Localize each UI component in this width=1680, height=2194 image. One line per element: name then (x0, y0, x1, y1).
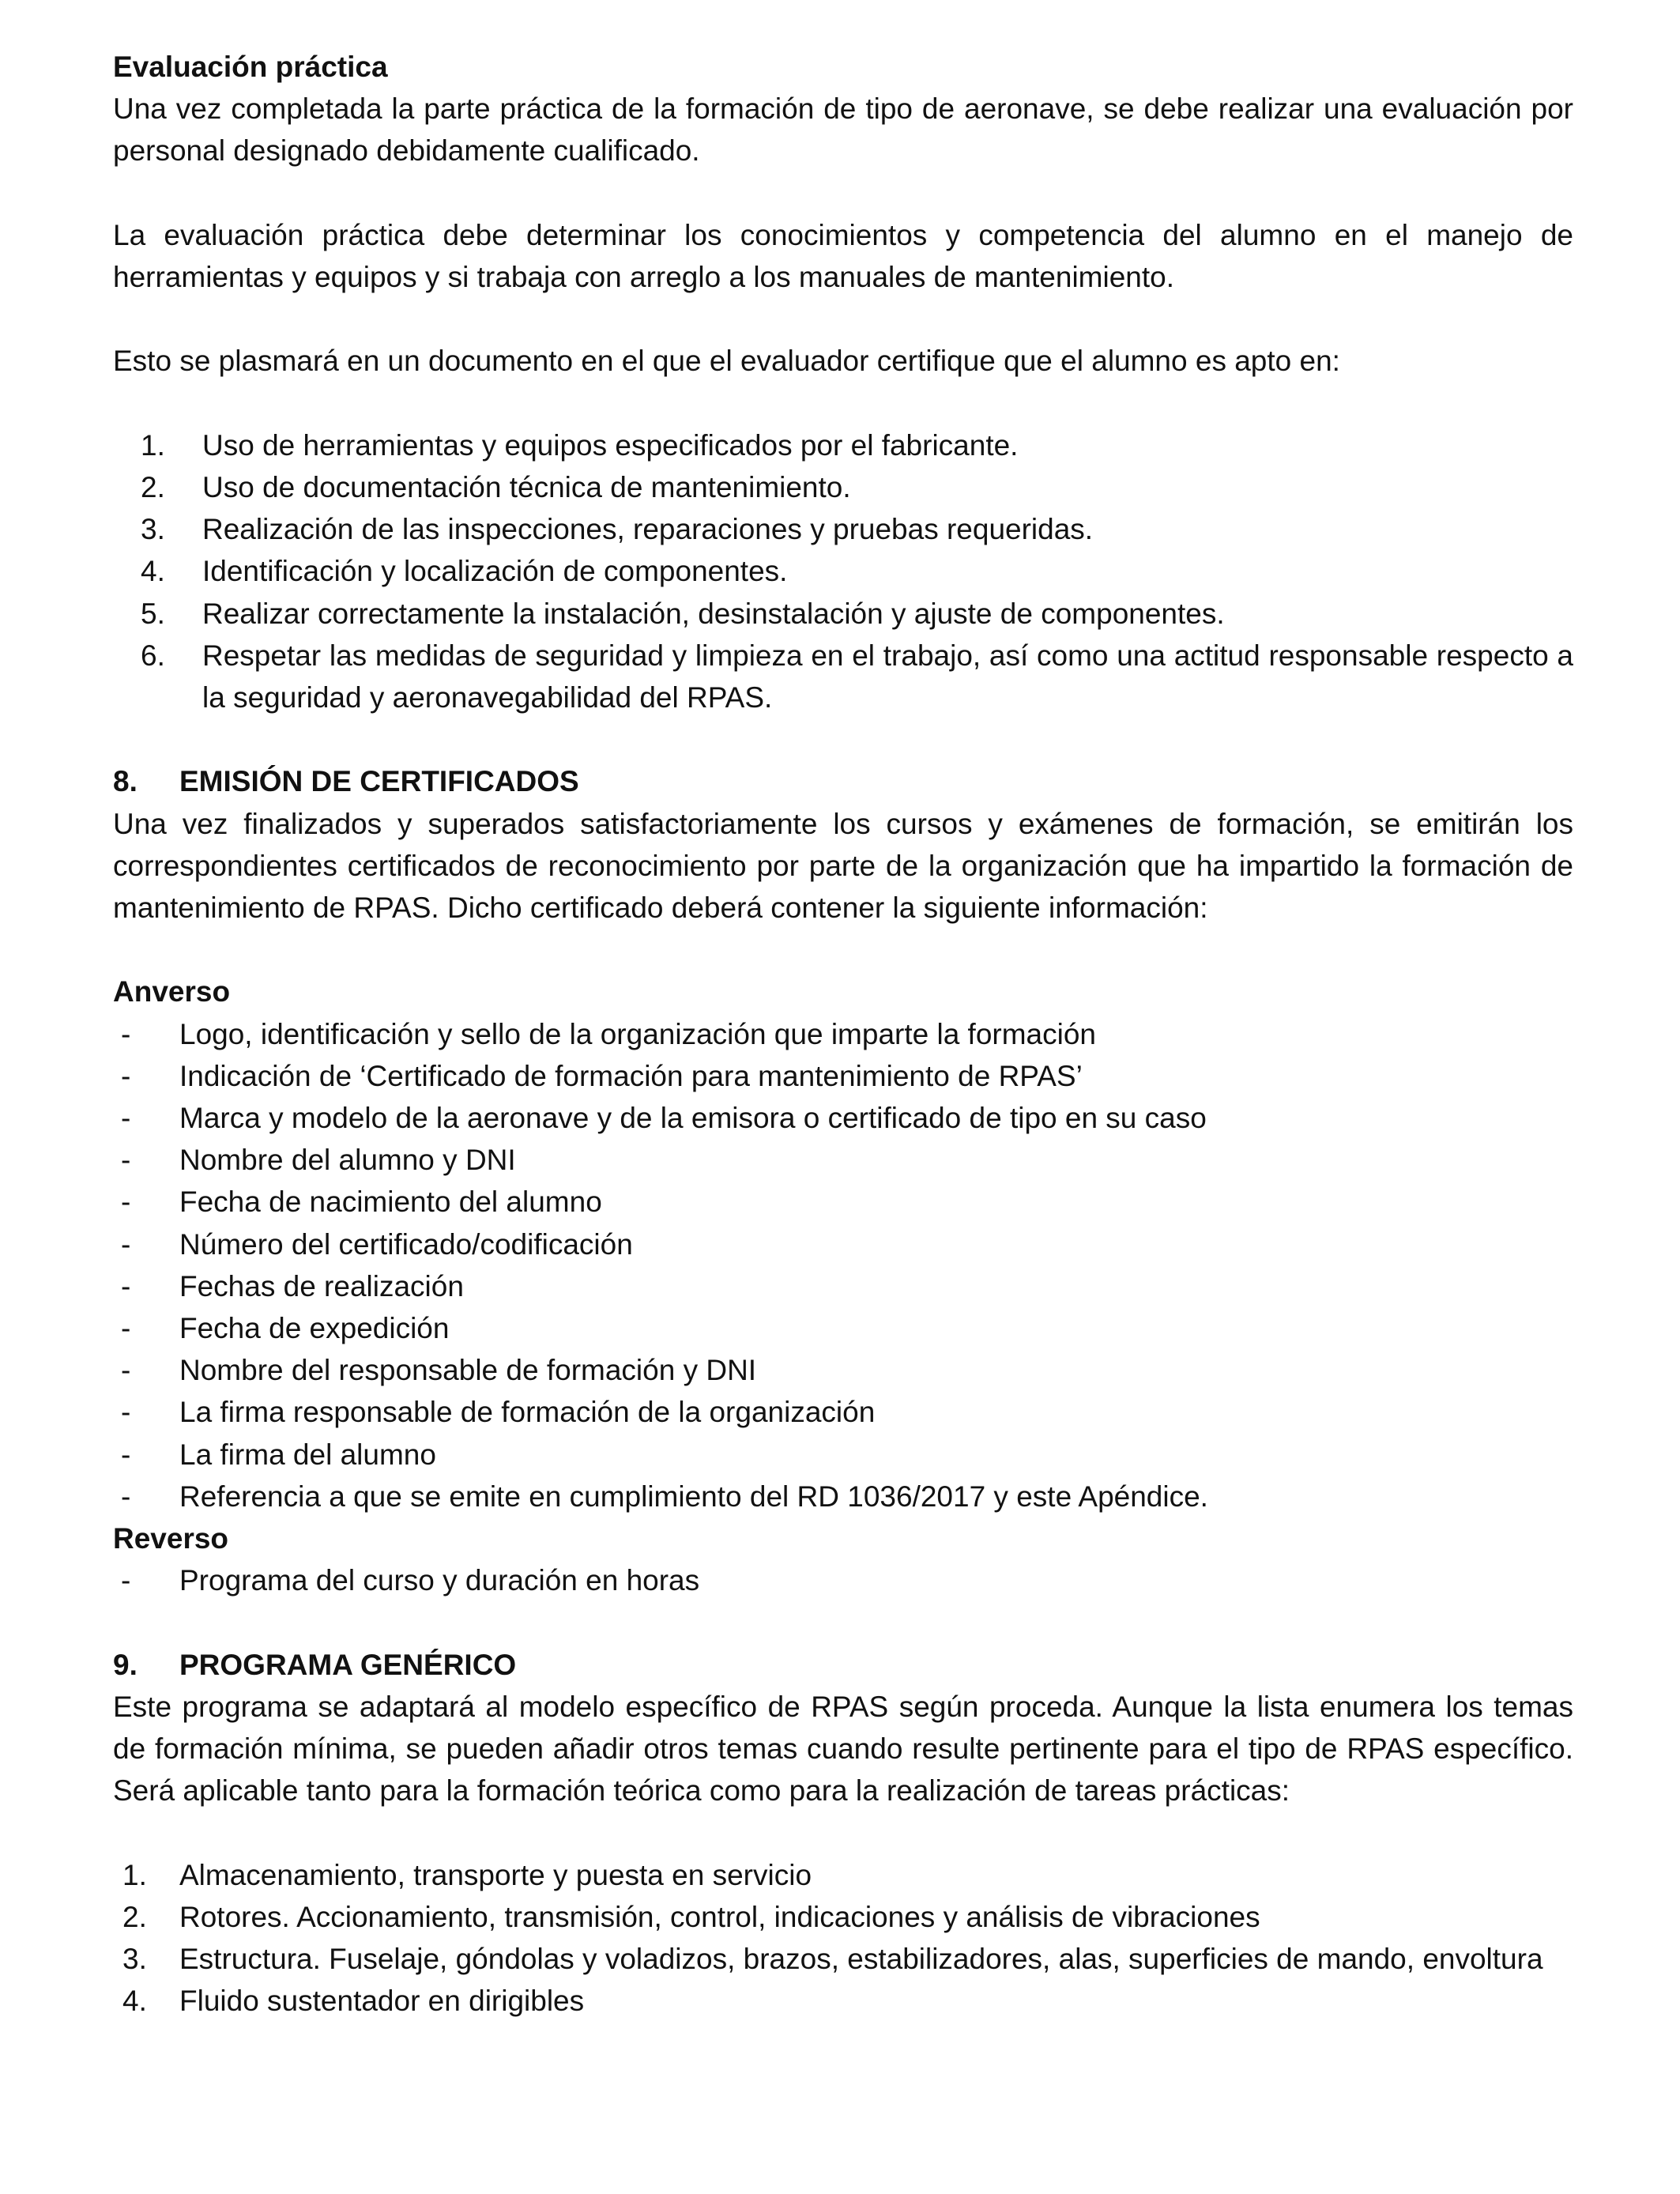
reverso-list (113, 1559, 1573, 1601)
list-item-text: Uso de herramientas y equipos especificados por el fabricante. (202, 428, 1019, 462)
dash-bullet: - (121, 1312, 131, 1345)
list-item (113, 1980, 1573, 2022)
spacer (113, 383, 1573, 424)
section-title: PROGRAMA GENÉRICO (179, 1648, 517, 1681)
list-item (113, 1559, 1573, 1601)
list-item (113, 424, 1573, 466)
list-item-text: Rotores. Accionamiento, transmisión, control, indicaciones y análisis de vibraciones (179, 1900, 1260, 1933)
anverso-list (113, 1013, 1573, 1517)
list-item-text: Referencia a que se emite en cumplimiento del RD 1036/2017 y este Apéndice. (179, 1480, 1208, 1513)
list-item (113, 1307, 1573, 1349)
anverso-heading: Anverso (113, 975, 231, 1008)
list-item (113, 1896, 1573, 1938)
list-item (113, 1097, 1573, 1139)
list-item-number: 1. (141, 428, 165, 462)
list-item-number: 2. (141, 470, 165, 503)
dash-bullet: - (121, 1269, 131, 1302)
list-item (113, 550, 1573, 592)
list-item (113, 635, 1573, 718)
dash-bullet: - (121, 1396, 131, 1429)
spacer (113, 172, 1573, 214)
list-item-text: Marca y modelo de la aeronave y de la emisora o certificado de tipo en su caso (179, 1102, 1207, 1134)
list-item (113, 593, 1573, 635)
dash-bullet: - (121, 1144, 131, 1177)
dash-bullet: - (121, 1480, 131, 1513)
section-9-paragraph: Este programa se adaptará al modelo específico de RPAS según proceda. Aunque la lista enumera los temas de formación mínima, se pueden añadir otros temas cuando resulte pertinente para el tipo de RPAS específico. Será aplicable tanto para la formación teórica como para la realización de tareas prácticas: (113, 1690, 1573, 1808)
list-item (113, 1223, 1573, 1265)
list-item (113, 1181, 1573, 1223)
list-item (113, 466, 1573, 508)
list-item-number: 3. (122, 1943, 147, 1976)
list-item-text: Fluido sustentador en dirigibles (179, 1985, 585, 2018)
list-item-text: La firma del alumno (179, 1438, 436, 1471)
list-item-number: 1. (122, 1858, 147, 1891)
list-item-text: Nombre del responsable de formación y DNI (179, 1354, 757, 1387)
list-item (113, 1391, 1573, 1433)
spacer (113, 1811, 1573, 1853)
list-item-number: 6. (141, 639, 165, 672)
list-item-text: Uso de documentación técnica de mantenimiento. (202, 470, 851, 503)
list-item-number: 5. (141, 597, 165, 630)
list-item-text: Estructura. Fuselaje, góndolas y voladizos, brazos, estabilizadores, alas, superficies de mando, envoltura (179, 1943, 1543, 1976)
list-item-number: 3. (141, 513, 165, 546)
evaluacion-paragraph-1: Una vez completada la parte práctica de la formación de tipo de aeronave, se debe realizar una evaluación por personal designado debidamente cualificado. (113, 92, 1573, 168)
dash-bullet: - (121, 1227, 131, 1261)
list-item-text: Programa del curso y duración en horas (179, 1564, 700, 1597)
list-item-text: La firma responsable de formación de la organización (179, 1396, 876, 1429)
evaluacion-paragraph-2: La evaluación práctica debe determinar los conocimientos y competencia del alumno en el manejo de herramientas y equipos y si trabaja con arreglo a los manuales de mantenimiento. (113, 218, 1573, 293)
list-item (113, 1265, 1573, 1307)
list-item (113, 1476, 1573, 1517)
dash-bullet: - (121, 1438, 131, 1471)
list-item (113, 1055, 1573, 1097)
section-8-heading (113, 760, 1573, 802)
list-item-text: Logo, identificación y sello de la organización que imparte la formación (179, 1017, 1097, 1050)
list-item (113, 1013, 1573, 1055)
list-item-text: Respetar las medidas de seguridad y limpieza en el trabajo, así como una actitud responsable respecto a la seguridad y aeronavegabilidad del RPAS. (202, 639, 1573, 714)
evaluacion-list (113, 424, 1573, 718)
dash-bullet: - (121, 1102, 131, 1134)
list-item-text: Identificación y localización de componentes. (202, 555, 788, 588)
list-item-text: Almacenamiento, transporte y puesta en servicio (179, 1858, 812, 1891)
list-item-number: 4. (141, 555, 165, 588)
dash-bullet: - (121, 1186, 131, 1219)
spacer (113, 1601, 1573, 1643)
list-item-text: Nombre del alumno y DNI (179, 1144, 516, 1177)
dash-bullet: - (121, 1354, 131, 1387)
list-item (113, 1938, 1573, 1980)
section-title: EMISIÓN DE CERTIFICADOS (179, 765, 579, 798)
list-item-text: Fecha de expedición (179, 1312, 450, 1345)
dash-bullet: - (121, 1017, 131, 1050)
evaluacion-heading: Evaluación práctica (113, 51, 388, 83)
programa-list (113, 1854, 1573, 2022)
list-item-text: Fechas de realización (179, 1269, 464, 1302)
list-item (113, 1854, 1573, 1896)
list-item-text: Realizar correctamente la instalación, desinstalación y ajuste de componentes. (202, 597, 1225, 630)
section-number: 8. (113, 765, 137, 798)
section-8-paragraph: Una vez finalizados y superados satisfactoriamente los cursos y exámenes de formación, se emitirán los correspondientes certificados de reconocimiento por parte de la organización que ha impartido la formación de mantenimiento de RPAS. Dicho certificado deberá contener la siguiente información: (113, 807, 1573, 924)
section-9-heading (113, 1644, 1573, 1686)
reverso-heading: Reverso (113, 1522, 229, 1555)
list-item-text: Realización de las inspecciones, reparaciones y pruebas requeridas. (202, 513, 1094, 546)
dash-bullet: - (121, 1564, 131, 1597)
document-page (113, 46, 1573, 2022)
dash-bullet: - (121, 1059, 131, 1092)
list-item-text: Número del certificado/codificación (179, 1227, 633, 1261)
list-item (113, 1139, 1573, 1181)
section-number: 9. (113, 1648, 137, 1681)
spacer (113, 718, 1573, 760)
list-item (113, 1349, 1573, 1391)
evaluacion-paragraph-3: Esto se plasmará en un documento en el que el evaluador certifique que el alumno es apto en: (113, 345, 1340, 378)
list-item-text: Fecha de nacimiento del alumno (179, 1186, 602, 1219)
list-item (113, 508, 1573, 550)
list-item-number: 4. (122, 1985, 147, 2018)
list-item-number: 2. (122, 1900, 147, 1933)
list-item (113, 1434, 1573, 1476)
spacer (113, 298, 1573, 340)
list-item-text: Indicación de ‘Certificado de formación para mantenimiento de RPAS’ (179, 1059, 1083, 1092)
spacer (113, 929, 1573, 971)
